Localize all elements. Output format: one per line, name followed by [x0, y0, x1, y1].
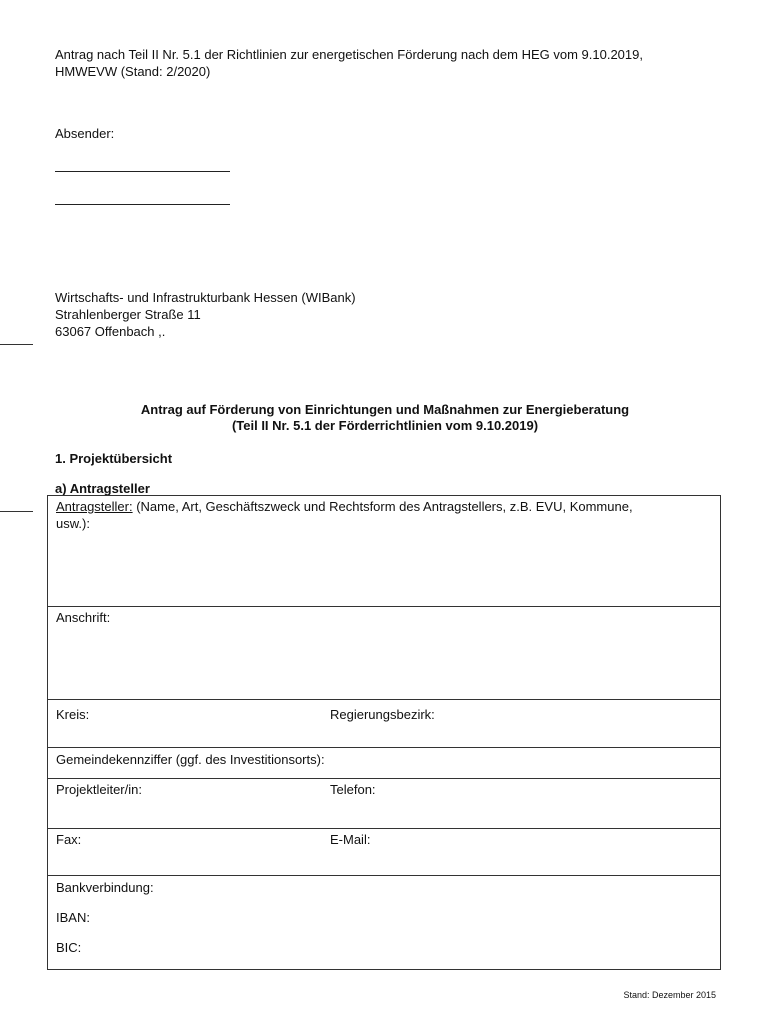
gemeindekennziffer-label: Gemeindekennziffer (ggf. des Investitionsorts): — [56, 752, 325, 767]
anschrift-label: Anschrift: — [56, 610, 111, 625]
header-line-2: HMWEVW (Stand: 2/2020) — [55, 64, 211, 79]
antragsteller-row[interactable] — [48, 496, 720, 607]
projektleiter-row[interactable] — [48, 779, 720, 829]
applicant-form-table — [47, 495, 721, 970]
fold-mark-1 — [0, 344, 33, 345]
sender-blank-line-2[interactable] — [55, 204, 230, 205]
antragsteller-field-label — [56, 498, 711, 532]
antragsteller-description: (Name, Art, Geschäftszweck und Rechtsform des Antragstellers, z.B. EVU, Kommune, — [132, 499, 633, 514]
email-label: E-Mail: — [330, 832, 371, 847]
bankverbindung-label: Bankverbindung: — [56, 880, 154, 895]
kreis-row[interactable] — [48, 700, 720, 748]
header-line-1: Antrag nach Teil II Nr. 5.1 der Richtlinien zur energetischen Förderung nach dem HEG vom 9.10.2019, — [55, 47, 643, 62]
kreis-label: Kreis: — [56, 707, 90, 722]
anschrift-row[interactable] — [48, 607, 720, 700]
bankverbindung-row[interactable] — [48, 876, 720, 969]
fold-mark-2 — [0, 511, 33, 512]
sender-label: Absender: — [55, 126, 115, 141]
sender-blank-line-1[interactable] — [55, 171, 230, 172]
fax-row[interactable] — [48, 829, 720, 876]
footer-stand: Stand: Dezember 2015 — [623, 990, 716, 1000]
recipient-city: 63067 Offenbach ,. — [55, 324, 166, 339]
projektleiter-label: Projektleiter/in: — [56, 782, 142, 797]
document-subtitle: (Teil II Nr. 5.1 der Förderrichtlinien vom 9.10.2019) — [231, 418, 539, 433]
section-heading: 1. Projektübersicht — [55, 451, 173, 466]
bic-label: BIC: — [56, 940, 82, 955]
antragsteller-label: Antragsteller: — [56, 499, 133, 514]
recipient-street: Strahlenberger Straße 11 — [55, 307, 201, 322]
recipient-name: Wirtschafts- und Infrastrukturbank Hessen (WIBank) — [55, 290, 356, 305]
regierungsbezirk-label: Regierungsbezirk: — [330, 707, 435, 722]
document-title: Antrag auf Förderung von Einrichtungen und Maßnahmen zur Energieberatung — [140, 402, 630, 417]
antragsteller-description-cont: usw.): — [56, 516, 90, 531]
gemeindekennziffer-row[interactable] — [48, 748, 720, 779]
section-subheading: a) Antragsteller — [55, 481, 150, 496]
iban-label: IBAN: — [56, 910, 90, 925]
fax-label: Fax: — [56, 832, 82, 847]
telefon-label: Telefon: — [330, 782, 376, 797]
